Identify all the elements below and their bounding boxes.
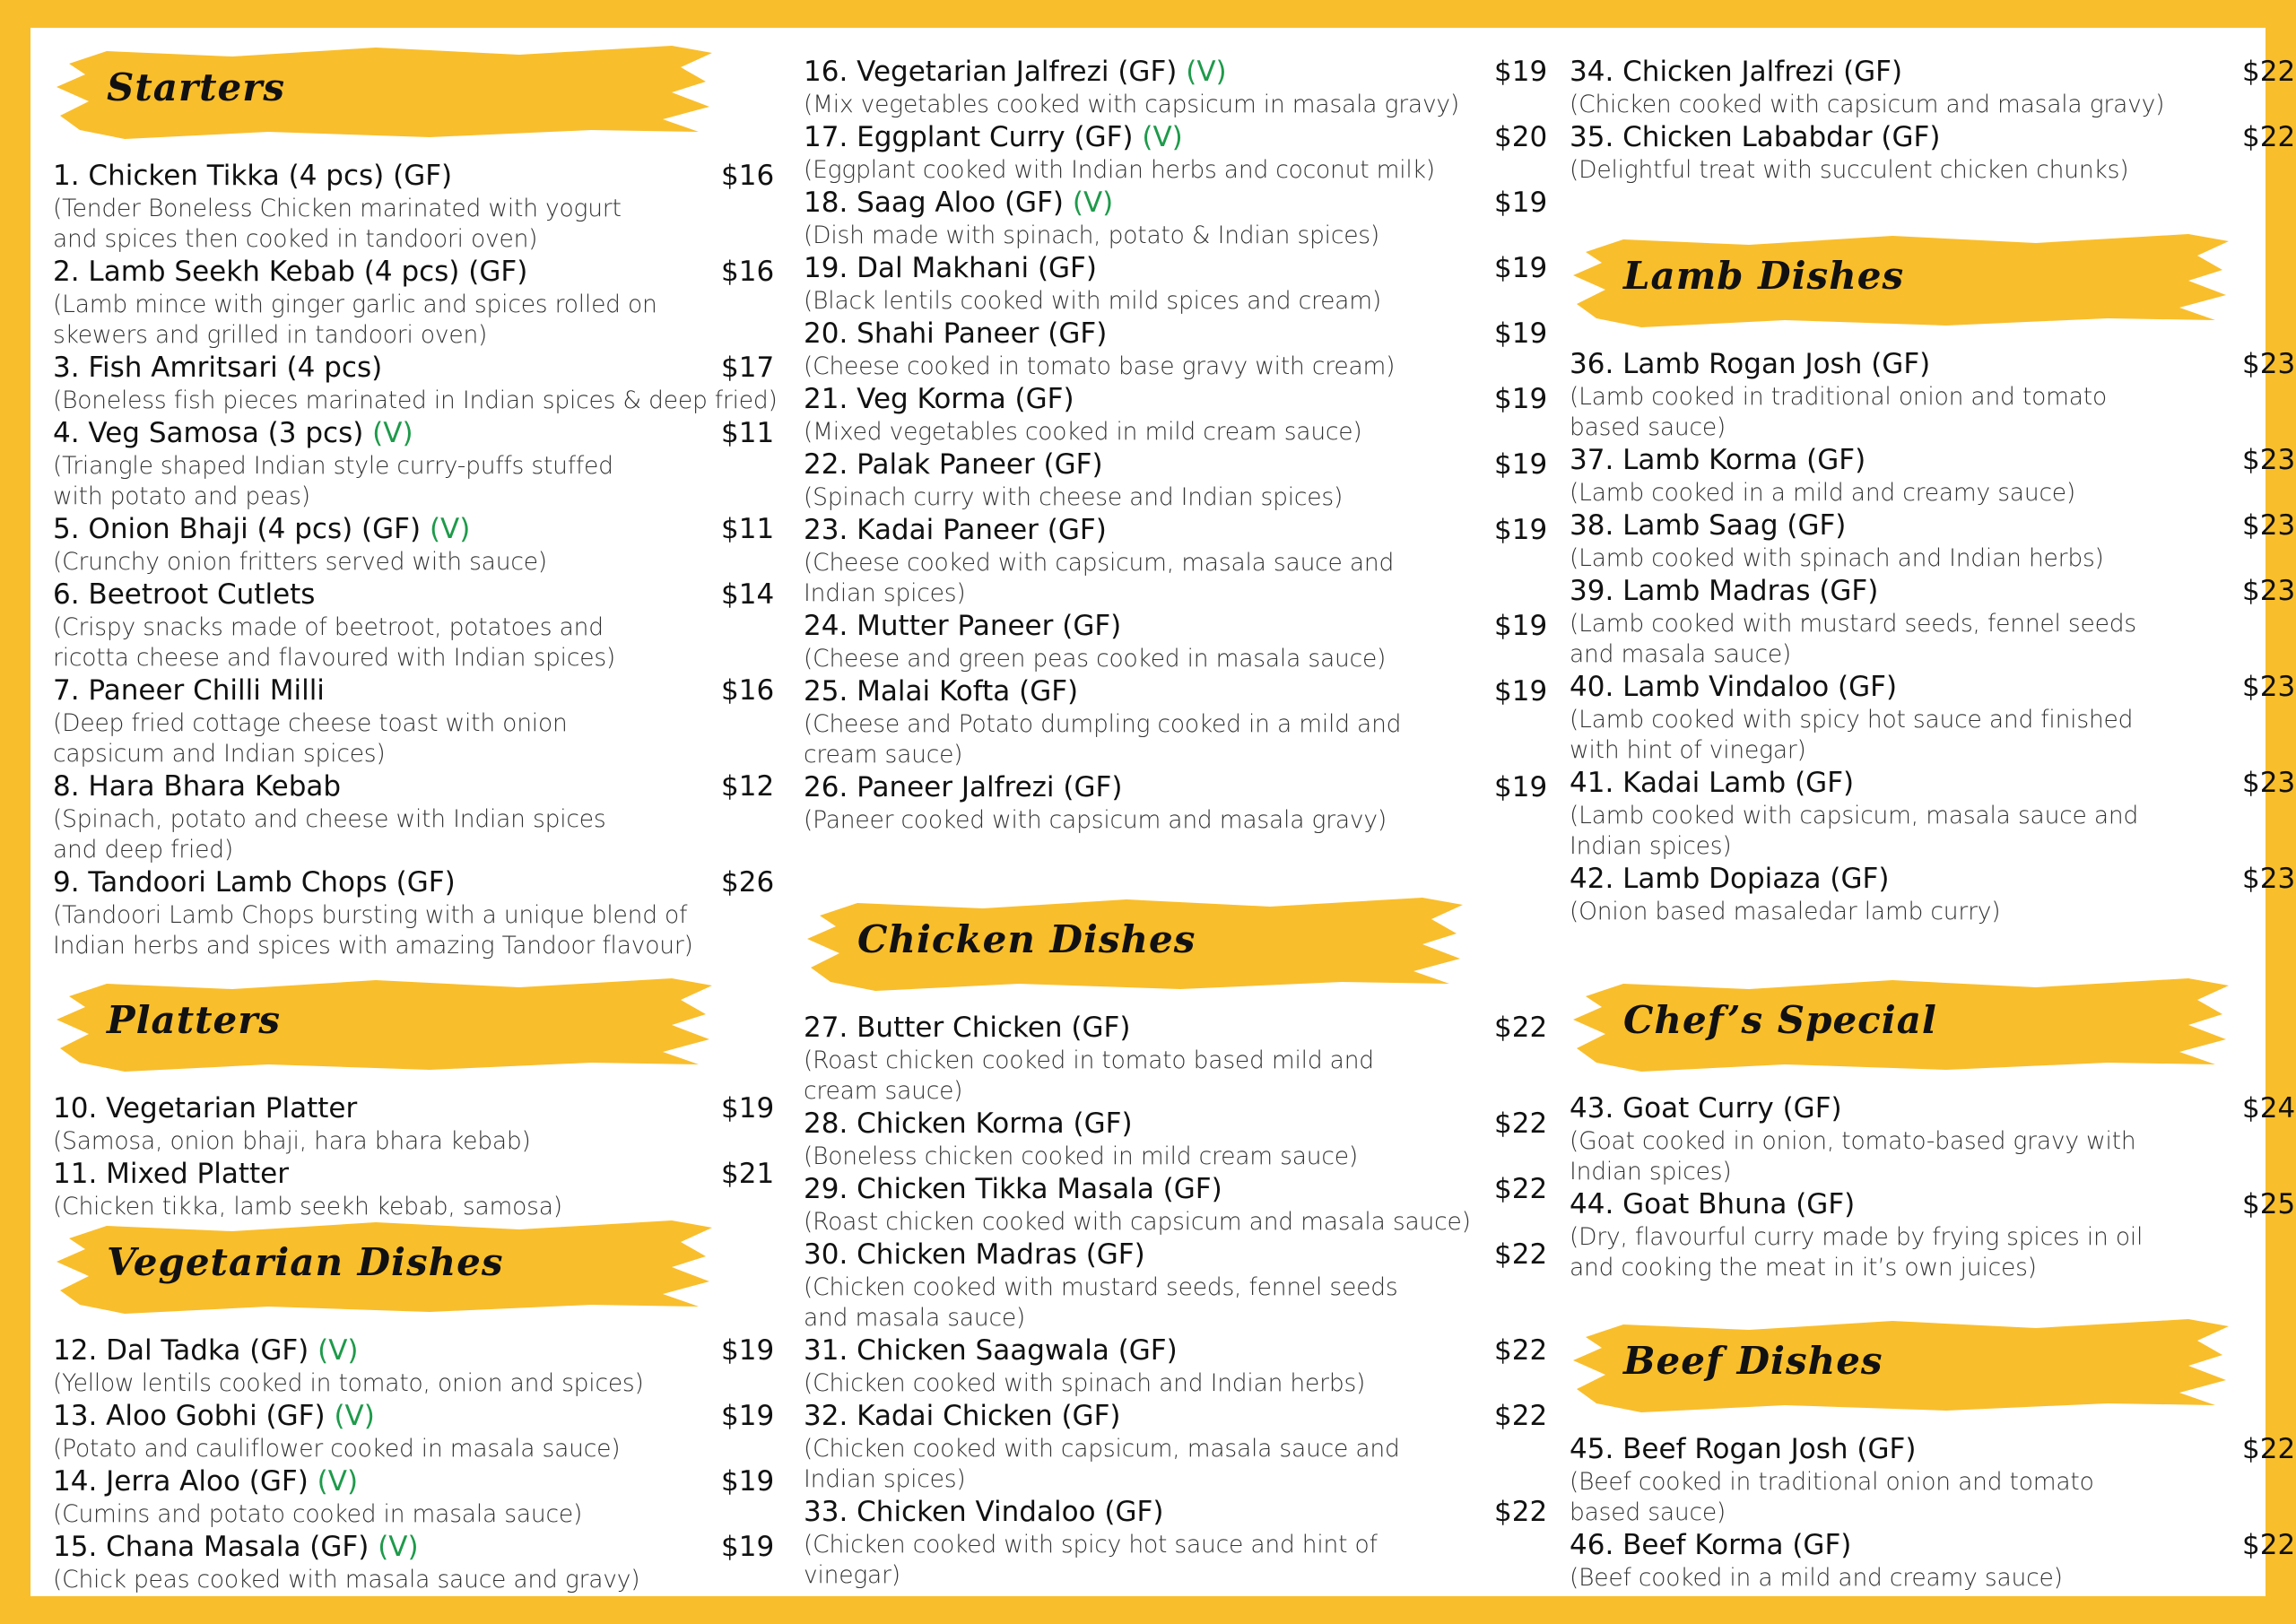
menu-item-name (804, 674, 1078, 709)
menu-item-description: (Goat cooked in onion, tomato-based gravy with (1570, 1127, 2136, 1155)
menu-item-description: (Mix vegetables cooked with capsicum in masala gravy) (804, 91, 1460, 118)
menu-item (1570, 766, 2296, 862)
vegetarian-badge: (V) (317, 1465, 359, 1498)
menu-item-price: $19 (721, 1092, 775, 1125)
menu-item (804, 1495, 1548, 1591)
menu-item-description: (Roast chicken cooked with capsicum and masala sauce) (804, 1208, 1471, 1236)
menu-item-description: (Chicken tikka, lamb seekh kebab, samosa) (53, 1193, 562, 1220)
menu-item-description: (Lamb cooked with capsicum, masala sauce and (1570, 802, 2139, 829)
menu-item-description: (Crispy snacks made of beetroot, potatoes and (53, 613, 604, 641)
menu-item-price: $19 (1494, 56, 1548, 88)
menu-item-description: (Black lentils cooked with mild spices and cream) (804, 287, 1381, 315)
menu-item-name (1570, 670, 1897, 705)
menu-item-description: (Lamb cooked with mustard seeds, fennel seeds (1570, 610, 2136, 638)
menu-item-price: $17 (721, 352, 775, 384)
menu-item-price: $16 (721, 160, 775, 192)
menu-item-price: $22 (2242, 121, 2296, 153)
vegetarian-badge: (V) (429, 513, 471, 545)
vegetarian-badge: (V) (334, 1400, 375, 1432)
menu-item-name (53, 578, 315, 612)
menu-item-price: $23 (2242, 767, 2296, 799)
menu-item (804, 1238, 1548, 1333)
vegetarian-badge: (V) (317, 1334, 359, 1367)
menu-item (804, 1333, 1548, 1399)
menu-item-name-text: 45. Beef Rogan Josh (GF) (1570, 1433, 1917, 1465)
menu-item-description: (Lamb cooked in traditional onion and tomato (1570, 383, 2107, 411)
menu-item-name (804, 382, 1074, 417)
menu-item-description: (Lamb cooked with spicy hot sauce and finished (1570, 706, 2134, 734)
menu-section-beef (1570, 1310, 2296, 1594)
menu-item-name-text: 13. Aloo Gobhi (GF) (53, 1400, 335, 1432)
menu-item-description: (Tandoori Lamb Chops bursting with a unique blend of (53, 901, 688, 929)
menu-item-price: $23 (2242, 444, 2296, 476)
menu-item-name (804, 186, 1113, 221)
menu-item-description: (Chick peas cooked with masala sauce and gravy) (53, 1566, 640, 1594)
menu-item-description: (Chicken cooked with mustard seeds, fennel seeds (804, 1273, 1398, 1301)
menu-item-name-text: 8. Hara Bhara Kebab (53, 770, 342, 803)
menu-item-price: $23 (2242, 671, 2296, 703)
menu-item-price: $20 (1494, 121, 1548, 153)
menu-item-name (1570, 55, 1902, 90)
menu-item-name (53, 159, 452, 194)
menu-item-name-text: 5. Onion Bhaji (4 pcs) (GF) (53, 513, 430, 545)
menu-item-name-text: 9. Tandoori Lamb Chops (GF) (53, 866, 456, 899)
menu-item-name (804, 1011, 1130, 1046)
menu-item (53, 578, 775, 673)
menu-item (53, 1333, 775, 1399)
menu-item-name (804, 1238, 1145, 1272)
menu-item-name (804, 1495, 1163, 1530)
menu-item-price: $22 (1494, 1012, 1548, 1044)
menu-item-name (1570, 443, 1866, 478)
menu-item (804, 1172, 1548, 1238)
menu-item-name (1570, 1528, 1851, 1563)
menu-item-name (1570, 120, 1940, 155)
menu-section-chicken2 (1570, 55, 2296, 186)
menu-item (53, 673, 775, 769)
menu-item-name (1570, 1187, 1855, 1222)
menu-item (1570, 55, 2296, 120)
menu-item-name-text: 11. Mixed Platter (53, 1158, 289, 1190)
menu-item-name-text: 42. Lamb Dopiaza (GF) (1570, 863, 1890, 895)
menu-item-name (53, 769, 341, 804)
menu-item-description: (Cumins and potato cooked in masala sauce) (53, 1500, 583, 1528)
menu-item-description: skewers and grilled in tandoori oven) (53, 321, 488, 349)
menu-item (1570, 347, 2296, 443)
menu-item (1570, 1091, 2296, 1187)
menu-item-description: (Mixed vegetables cooked in mild cream sauce) (804, 418, 1362, 446)
menu-item-price: $11 (721, 417, 775, 449)
menu-item-name (804, 1333, 1178, 1368)
menu-item-price: $25 (2242, 1188, 2296, 1220)
menu-item-description: and cooking the meat in it’s own juices) (1570, 1254, 2037, 1281)
menu-item-name-text: 37. Lamb Korma (GF) (1570, 444, 1866, 476)
menu-item-name-text: 22. Palak Paneer (GF) (804, 448, 1103, 481)
menu-item-price: $22 (2242, 56, 2296, 88)
menu-item-description: (Beef cooked in a mild and creamy sauce) (1570, 1564, 2063, 1592)
menu-item-price: $11 (721, 513, 775, 545)
menu-item-price: $19 (721, 1465, 775, 1498)
menu-item-price: $22 (2242, 1529, 2296, 1561)
menu-item-name-text: 25. Malai Kofta (GF) (804, 675, 1079, 708)
menu-item-name (804, 1107, 1133, 1142)
menu-item (53, 769, 775, 865)
menu-item-price: $22 (1494, 1334, 1548, 1367)
menu-item (1570, 120, 2296, 186)
menu-item (1570, 862, 2296, 927)
menu-item-name-text: 4. Veg Samosa (3 pcs) (53, 417, 373, 449)
menu-item-name (53, 1464, 358, 1499)
menu-item-description: and masala sauce) (804, 1304, 1026, 1332)
menu-item-description: Indian spices) (1570, 1158, 1732, 1185)
menu-item-price: $16 (721, 674, 775, 707)
section-title: Platters (107, 998, 282, 1042)
menu-item-name (804, 447, 1103, 482)
section-title: Vegetarian Dishes (107, 1240, 504, 1284)
menu-item-price: $22 (2242, 1433, 2296, 1465)
menu-section-chicken (804, 889, 1548, 1591)
menu-item-description: (Chicken cooked with spicy hot sauce and hint of (804, 1531, 1378, 1559)
menu-item-description: (Eggplant cooked with Indian herbs and coconut milk) (804, 156, 1435, 184)
menu-item-name (1570, 862, 1889, 897)
menu-item-name (53, 865, 456, 900)
menu-item-name-text: 36. Lamb Rogan Josh (GF) (1570, 348, 1931, 380)
menu-item-name-text: 44. Goat Bhuna (GF) (1570, 1188, 1856, 1220)
section-banner (53, 37, 717, 146)
menu-item-name-text: 46. Beef Korma (GF) (1570, 1529, 1852, 1561)
menu-item (804, 186, 1548, 251)
menu-item (804, 55, 1548, 120)
menu-item-name-text: 17. Eggplant Curry (GF) (804, 121, 1143, 153)
menu-item-name-text: 18. Saag Aloo (GF) (804, 187, 1073, 219)
menu-item-description: Indian spices) (1570, 832, 1732, 860)
menu-item-price: $23 (2242, 348, 2296, 380)
menu-item (1570, 670, 2296, 766)
menu-item (804, 1107, 1548, 1172)
menu-item (804, 317, 1548, 382)
menu-item-description: (Lamb cooked with spinach and Indian herbs) (1570, 544, 2104, 572)
menu-item-name-text: 16. Vegetarian Jalfrezi (GF) (804, 56, 1187, 88)
menu-item-name-text: 41. Kadai Lamb (GF) (1570, 767, 1855, 799)
menu-item-name (53, 1530, 419, 1565)
menu-item-price: $12 (721, 770, 775, 803)
section-title: Chicken Dishes (857, 917, 1196, 961)
menu-item-description: (Spinach curry with cheese and Indian spices) (804, 483, 1344, 511)
menu-item-name (1570, 1091, 1842, 1126)
menu-section-chefs (1570, 969, 2296, 1283)
menu-item-name (53, 416, 413, 451)
menu-item-name-text: 24. Mutter Paneer (GF) (804, 610, 1122, 642)
menu-item-description: cream sauce) (804, 741, 963, 769)
vegetarian-badge: (V) (1142, 121, 1183, 153)
menu-item-description: (Cheese cooked with capsicum, masala sauce and (804, 549, 1395, 577)
menu-item (1570, 1432, 2296, 1528)
menu-item-name-text: 12. Dal Tadka (GF) (53, 1334, 318, 1367)
menu-item-description: (Triangle shaped Indian style curry-puffs stuffed (53, 452, 613, 480)
menu-item-description: based sauce) (1570, 1498, 1726, 1526)
menu-item-description: Indian herbs and spices with amazing Tandoor flavour) (53, 932, 693, 960)
menu-item-price: $14 (721, 578, 775, 611)
menu-item-name (53, 351, 382, 386)
menu-item-name (804, 1399, 1121, 1434)
menu-item-name-text: 32. Kadai Chicken (GF) (804, 1400, 1121, 1432)
menu-item-description: (Onion based masaledar lamb curry) (1570, 898, 2001, 925)
menu-item-description: (Roast chicken cooked in tomato based mild and (804, 1046, 1374, 1074)
menu-item-name-text: 15. Chana Masala (GF) (53, 1531, 378, 1563)
section-title: Starters (107, 65, 285, 109)
menu-item-name (53, 673, 325, 708)
section-title: Lamb Dishes (1623, 254, 1905, 298)
menu-item (804, 120, 1548, 186)
menu-item-name-text: 7. Paneer Chilli Milli (53, 674, 325, 707)
menu-card (30, 28, 2296, 1596)
menu-item (804, 382, 1548, 447)
menu-item-name-text: 3. Fish Amritsari (4 pcs) (53, 352, 383, 384)
menu-item-name (804, 317, 1107, 352)
menu-item-name (1570, 766, 1854, 801)
menu-item-name-text: 33. Chicken Vindaloo (GF) (804, 1496, 1164, 1528)
menu-item (53, 159, 775, 255)
menu-item-name (804, 120, 1183, 155)
menu-item-name (804, 1172, 1222, 1207)
menu-item-name-text: 27. Butter Chicken (GF) (804, 1012, 1131, 1044)
menu-item (804, 447, 1548, 513)
menu-section-starters (53, 37, 778, 961)
menu-item-price: $19 (1494, 771, 1548, 803)
menu-item (53, 1399, 775, 1464)
menu-item (53, 351, 778, 416)
menu-item-price: $19 (1494, 514, 1548, 546)
menu-item-price: $22 (1494, 1496, 1548, 1528)
menu-item-name-text: 39. Lamb Madras (GF) (1570, 575, 1879, 607)
section-banner (1570, 225, 2233, 334)
menu-item-price: $24 (2242, 1092, 2296, 1125)
menu-item-description: based sauce) (1570, 413, 1726, 441)
menu-item-description: (Beef cooked in traditional onion and tomato (1570, 1468, 2094, 1496)
menu-item-name-text: 26. Paneer Jalfrezi (GF) (804, 771, 1123, 803)
menu-item (804, 770, 1548, 836)
menu-item-price: $19 (721, 1531, 775, 1563)
menu-item-price: $19 (1494, 675, 1548, 708)
menu-item-name (53, 255, 527, 290)
menu-item (804, 674, 1548, 770)
section-title: Chef’s Special (1623, 998, 1937, 1042)
menu-item-description: (Tender Boneless Chicken marinated with yogurt (53, 195, 622, 222)
menu-item-price: $23 (2242, 509, 2296, 542)
menu-item-price: $19 (1494, 448, 1548, 481)
menu-item-name (804, 513, 1107, 548)
menu-item-price: $16 (721, 256, 775, 288)
menu-item-name (804, 609, 1121, 644)
menu-item-name-text: 43. Goat Curry (GF) (1570, 1092, 1842, 1125)
menu-item-description: capsicum and Indian spices) (53, 740, 386, 768)
menu-item-name (1570, 508, 1846, 543)
vegetarian-badge: (V) (372, 417, 413, 449)
menu-item-name-text: 20. Shahi Paneer (GF) (804, 317, 1108, 350)
menu-item (804, 609, 1548, 674)
menu-item-description: with potato and peas) (53, 482, 310, 510)
menu-item-name-text: 40. Lamb Vindaloo (GF) (1570, 671, 1898, 703)
menu-item-name (804, 55, 1227, 90)
menu-item-price: $22 (1494, 1238, 1548, 1271)
menu-item-description: (Cheese and Potato dumpling cooked in a mild and (804, 710, 1402, 738)
menu-item-name (1570, 574, 1878, 609)
menu-item-price: $19 (721, 1400, 775, 1432)
menu-item-name-text: 14. Jerra Aloo (GF) (53, 1465, 317, 1498)
vegetarian-badge: (V) (1186, 56, 1227, 88)
menu-item-description: (Boneless chicken cooked in mild cream sauce) (804, 1142, 1358, 1170)
menu-item-price: $19 (1494, 187, 1548, 219)
menu-item-name (53, 1091, 357, 1126)
menu-item-description: ricotta cheese and flavoured with Indian spices) (53, 644, 616, 672)
menu-item-name-text: 2. Lamb Seekh Kebab (4 pcs) (GF) (53, 256, 528, 288)
menu-item-price: $19 (721, 1334, 775, 1367)
menu-item-description: (Deep fried cottage cheese toast with onion (53, 709, 568, 737)
menu-item-name (804, 770, 1122, 805)
menu-item (53, 255, 775, 351)
menu-item (53, 512, 775, 578)
menu-item (1570, 1187, 2296, 1283)
menu-item (804, 1399, 1548, 1495)
menu-item-name (53, 1333, 359, 1368)
menu-item-name-text: 29. Chicken Tikka Masala (GF) (804, 1173, 1222, 1205)
menu-item-description: (Chicken cooked with spinach and Indian herbs) (804, 1369, 1366, 1397)
menu-item-price: $19 (1494, 317, 1548, 350)
menu-section-platters (53, 969, 775, 1222)
section-banner (804, 889, 1467, 998)
menu-item (53, 1091, 775, 1157)
menu-item (804, 513, 1548, 609)
menu-item-description: (Yellow lentils cooked in tomato, onion and spices) (53, 1369, 644, 1397)
menu-item-name (53, 1399, 375, 1434)
menu-item-price: $22 (1494, 1173, 1548, 1205)
menu-item-description: and spices then cooked in tandoori oven) (53, 225, 538, 253)
section-banner (1570, 1310, 2233, 1420)
menu-item-price: $19 (1494, 610, 1548, 642)
menu-item-description: (Boneless fish pieces marinated in Indian spices & deep fried) (53, 386, 778, 414)
menu-item-description: Indian spices) (804, 1465, 966, 1493)
menu-item-name-text: 21. Veg Korma (GF) (804, 383, 1074, 415)
menu-item-name-text: 35. Chicken Lababdar (GF) (1570, 121, 1941, 153)
vegetarian-badge: (V) (1072, 187, 1114, 219)
menu-item (1570, 443, 2296, 508)
menu-item-description: (Cheese and green peas cooked in masala sauce) (804, 645, 1387, 673)
menu-item-description: and masala sauce) (1570, 640, 1792, 668)
menu-item (804, 251, 1548, 317)
menu-item-price: $23 (2242, 575, 2296, 607)
menu-item-name-text: 28. Chicken Korma (GF) (804, 1107, 1133, 1140)
menu-item-description: Indian spices) (804, 579, 966, 607)
menu-item (1570, 1528, 2296, 1594)
menu-item-description: with hint of vinegar) (1570, 736, 1806, 764)
menu-item-name-text: 10. Vegetarian Platter (53, 1092, 358, 1125)
menu-item-description: (Spinach, potato and cheese with Indian spices (53, 805, 606, 833)
menu-item-description: (Chicken cooked with capsicum, masala sauce and (804, 1435, 1400, 1463)
menu-item-price: $22 (1494, 1400, 1548, 1432)
menu-item (53, 865, 775, 961)
menu-item-name-text: 30. Chicken Madras (GF) (804, 1238, 1145, 1271)
menu-item-description: (Dish made with spinach, potato & Indian spices) (804, 221, 1380, 249)
menu-item (53, 1530, 775, 1595)
menu-item-name (1570, 347, 1930, 382)
menu-item-description: (Lamb cooked in a mild and creamy sauce) (1570, 479, 2076, 507)
menu-item-price: $22 (1494, 1107, 1548, 1140)
menu-section-lamb (1570, 225, 2296, 927)
menu-item-description: cream sauce) (804, 1077, 963, 1105)
menu-item-price: $26 (721, 866, 775, 899)
menu-item-description: (Potato and cauliflower cooked in masala sauce) (53, 1435, 621, 1463)
section-banner (53, 969, 717, 1079)
section-banner (53, 1211, 717, 1321)
menu-item-description: (Delightful treat with succulent chicken chunks) (1570, 156, 2129, 184)
menu-item (53, 416, 775, 512)
menu-item-name (804, 251, 1097, 286)
menu-item-name-text: 6. Beetroot Cutlets (53, 578, 316, 611)
menu-item-name-text: 23. Kadai Paneer (GF) (804, 514, 1107, 546)
menu-item-description: (Dry, flavourful curry made by frying spices in oil (1570, 1223, 2144, 1251)
menu-item-price: $23 (2242, 863, 2296, 895)
menu-item (804, 1011, 1548, 1107)
menu-item-price: $21 (721, 1158, 775, 1190)
menu-item-description: (Samosa, onion bhaji, hara bhara kebab) (53, 1127, 531, 1155)
vegetarian-badge: (V) (378, 1531, 419, 1563)
menu-item-description: (Chicken cooked with capsicum and masala gravy) (1570, 91, 2165, 118)
menu-item-name-text: 38. Lamb Saag (GF) (1570, 509, 1847, 542)
menu-item (1570, 574, 2296, 670)
menu-item-name (53, 512, 470, 547)
menu-item-description: (Crunchy onion fritters served with sauce) (53, 548, 547, 576)
menu-item-name-text: 1. Chicken Tikka (4 pcs) (GF) (53, 160, 453, 192)
menu-item-name-text: 34. Chicken Jalfrezi (GF) (1570, 56, 1903, 88)
menu-item-name-text: 31. Chicken Saagwala (GF) (804, 1334, 1178, 1367)
menu-item-name (1570, 1432, 1916, 1467)
section-banner (1570, 969, 2233, 1079)
menu-item-price: $19 (1494, 252, 1548, 284)
menu-item (1570, 508, 2296, 574)
menu-item-description: (Paneer cooked with capsicum and masala gravy) (804, 806, 1387, 834)
menu-item-description: (Lamb mince with ginger garlic and spices rolled on (53, 291, 657, 318)
menu-item-description: (Cheese cooked in tomato base gravy with cream) (804, 352, 1396, 380)
menu-item-name-text: 19. Dal Makhani (GF) (804, 252, 1097, 284)
menu-section-vegetarian (53, 1211, 775, 1595)
menu-item-description: and deep fried) (53, 836, 234, 864)
menu-section-veg2 (804, 55, 1548, 836)
menu-item-description: vinegar) (804, 1561, 900, 1589)
section-title: Beef Dishes (1623, 1339, 1883, 1383)
menu-item-price: $19 (1494, 383, 1548, 415)
menu-item (53, 1464, 775, 1530)
menu-item-name (53, 1157, 289, 1192)
